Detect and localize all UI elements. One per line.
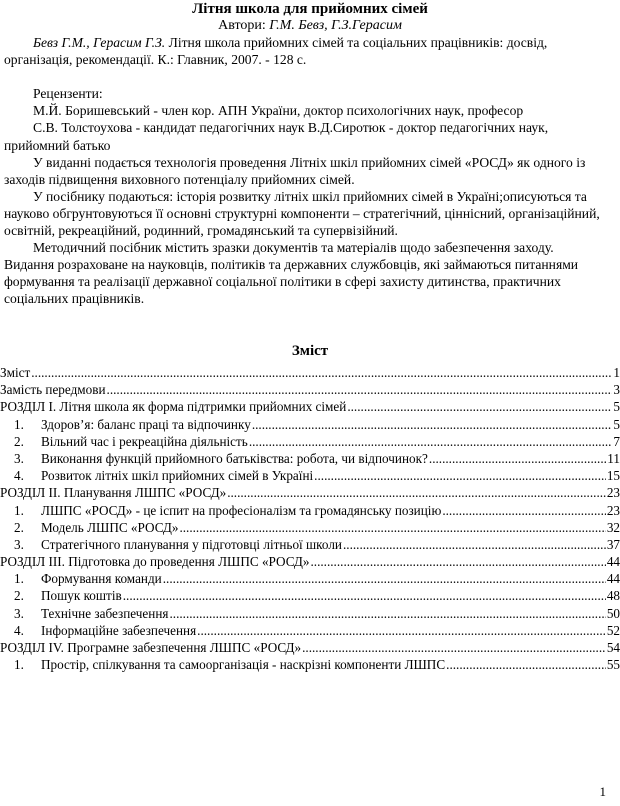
table-of-contents xyxy=(0,364,620,673)
toc-entry[interactable] xyxy=(0,519,620,536)
citation xyxy=(4,34,606,68)
toc-entry-title: Пошук коштів xyxy=(41,588,122,604)
toc-entry[interactable] xyxy=(0,622,620,639)
authors-line xyxy=(0,18,620,34)
toc-dot-leader xyxy=(197,622,606,639)
toc-entry[interactable] xyxy=(0,605,620,622)
toc-entry-page: 7 xyxy=(613,433,620,449)
toc-dot-leader xyxy=(249,433,613,450)
toc-entry-page: 3 xyxy=(613,382,620,398)
toc-entry-page: 1 xyxy=(613,365,620,380)
toc-entry-page: 44 xyxy=(606,571,620,587)
toc-entry-number: 3. xyxy=(14,605,24,621)
toc-dot-leader xyxy=(302,639,606,656)
toc-entry[interactable] xyxy=(0,553,620,570)
toc-entry-page: 48 xyxy=(606,588,620,604)
toc-entry-page: 15 xyxy=(606,468,620,484)
toc-entry-title: Зміст xyxy=(0,365,31,380)
toc-heading: Зміст xyxy=(291,343,329,359)
toc-entry-page: 50 xyxy=(606,605,620,621)
toc-entry-title: Вільний час і рекреаційна діяльність xyxy=(41,433,248,449)
toc-dot-leader xyxy=(446,656,606,673)
toc-dot-leader xyxy=(179,519,605,536)
toc-dot-leader xyxy=(169,605,605,622)
toc-entry-title: Простір, спілкування та самоорганізація - наскрізні компоненти ЛШПС xyxy=(41,657,446,673)
toc-entry[interactable] xyxy=(0,484,620,501)
toc-entry-title: Розвиток літніх шкіл прийомних сімей в Україні xyxy=(41,468,314,484)
toc-entry-title: Виконання функцій прийомного батьківства: робота, чи відпочинок? xyxy=(41,450,428,466)
toc-entry-title: РОЗДІЛ IV. Програмне забезпечення ЛШПС «РОСД» xyxy=(0,640,302,655)
toc-entry-page: 55 xyxy=(606,657,620,673)
paragraph-2: У посібнику подаються: історія розвитку літніх шкіл прийомних сімей в Україні;описуються та науково обгрунтовуються її основні структурні компоненти – стратегічний, ціннісний, організаційний, освітній, рекреаційний, родинний, громадянський та супервізійний. xyxy=(4,188,600,239)
toc-dot-leader xyxy=(310,553,605,570)
toc-entry-number: 1. xyxy=(14,502,24,518)
authors-label: Автори: xyxy=(218,18,266,33)
toc-entry-page: 52 xyxy=(606,622,620,638)
toc-dot-leader xyxy=(347,398,612,415)
toc-entry-number: 3. xyxy=(14,450,24,466)
toc-entry-page: 23 xyxy=(606,502,620,518)
toc-entry[interactable] xyxy=(0,587,620,604)
toc-entry-number: 4. xyxy=(14,468,24,484)
body-text xyxy=(4,34,606,308)
toc-entry-number: 2. xyxy=(14,519,24,535)
toc-dot-leader xyxy=(31,364,612,381)
toc-dot-leader xyxy=(123,587,606,604)
toc-entry-page: 32 xyxy=(606,519,620,535)
toc-entry-number: 1. xyxy=(14,416,24,432)
toc-entry-title: РОЗДІЛ ІІІ. Підготовка до проведення ЛШПС «РОСД» xyxy=(0,554,310,570)
toc-entry-page: 54 xyxy=(606,640,620,655)
toc-entry-number: 3. xyxy=(14,536,24,552)
citation-text: Літня школа прийомних сімей та соціальних працівників: досвід, організація, рекомендації. К.: Главник, 2007. - 128 с. xyxy=(4,35,548,68)
toc-dot-leader xyxy=(442,502,606,519)
toc-entry-title: ЛШПС «РОСД» - це іспит на професіоналізм та громадянську позицію xyxy=(41,502,442,518)
toc-entry[interactable] xyxy=(0,536,620,553)
toc-entry-number: 2. xyxy=(14,433,24,449)
toc-entry-number: 4. xyxy=(14,622,24,638)
paragraph-4: Видання розраховане на науковців, політиків та державних службовців, які займаються питаннями формування та реалізації державної соціальної політики в сфері захисту дитинства, практичних соціальних працівників. xyxy=(4,257,579,307)
toc-entry[interactable] xyxy=(0,467,620,484)
reviewer-2: С.В. Толстоухова - кандидат педагогічних наук В.Д.Сиротюк - доктор педагогічних наук, прийомний батько xyxy=(4,120,549,153)
paragraph-3: Методичний посібник містить зразки документів та матеріалів щодо забезпечення заходу. xyxy=(33,240,554,256)
toc-entry-page: 11 xyxy=(607,450,620,466)
toc-dot-leader xyxy=(343,536,606,553)
toc-entry-title: РОЗДІЛ ІІ. Планування ЛШПС «РОСД» xyxy=(0,485,227,501)
toc-entry[interactable] xyxy=(0,656,620,673)
authors-names: Г.М. Бевз, Г.З.Герасим xyxy=(269,18,402,33)
toc-dot-leader xyxy=(107,381,613,398)
toc-entry[interactable] xyxy=(0,364,620,381)
toc-entry-title: Інформаційне забезпечення xyxy=(41,622,197,638)
toc-entry-title: Формування команди xyxy=(41,571,162,587)
toc-dot-leader xyxy=(227,484,606,501)
toc-dot-leader xyxy=(252,416,613,433)
toc-entry[interactable] xyxy=(0,570,620,587)
toc-entry-title: Здоров’я: баланс праці та відпочинку xyxy=(41,416,251,432)
toc-dot-leader xyxy=(314,467,606,484)
toc-entry-page: 37 xyxy=(606,536,620,552)
toc-entry-number: 2. xyxy=(14,588,24,604)
toc-entry-page: 5 xyxy=(613,399,620,415)
toc-dot-leader xyxy=(163,570,606,587)
toc-entry[interactable] xyxy=(0,416,620,433)
toc-entry-title: РОЗДІЛ І. Літня школа як форма підтримки прийомних сімей xyxy=(0,399,347,415)
document-title: Літня школа для прийомних сімей xyxy=(192,1,428,17)
citation-authors: Бевз Г.М., Герасим Г.З. xyxy=(33,35,166,50)
reviewers-label: Рецензенти: xyxy=(33,86,103,102)
paragraph-1: У виданні подається технологія проведення Літніх шкіл прийомних сімей «РОСД» як одного із заходів підвищення виховного потенціалу прийомних сімей. xyxy=(4,154,586,187)
toc-entry[interactable] xyxy=(0,450,620,467)
toc-entry[interactable] xyxy=(0,639,620,656)
toc-entry-page: 44 xyxy=(606,554,620,570)
toc-entry-title: Замість передмови xyxy=(0,382,106,398)
reviewer-1: М.Й. Боришевський - член кор. АПН України, доктор психологічних наук, професор xyxy=(33,103,524,119)
toc-entry-page: 5 xyxy=(613,416,620,432)
toc-entry-number: 1. xyxy=(14,571,24,587)
toc-dot-leader xyxy=(429,450,606,467)
toc-entry-title: Технічне забезпечення xyxy=(41,605,169,621)
toc-entry[interactable] xyxy=(0,433,620,450)
toc-entry-number: 1. xyxy=(14,657,24,673)
page-number: 1 xyxy=(599,784,606,799)
toc-entry[interactable] xyxy=(0,398,620,415)
toc-entry[interactable] xyxy=(0,502,620,519)
toc-entry-title: Стратегічного планування у підготовці літньої школи xyxy=(41,536,342,552)
toc-entry[interactable] xyxy=(0,381,620,398)
toc-entry-page: 23 xyxy=(606,485,620,501)
toc-entry-title: Модель ЛШПС «РОСД» xyxy=(41,519,179,535)
